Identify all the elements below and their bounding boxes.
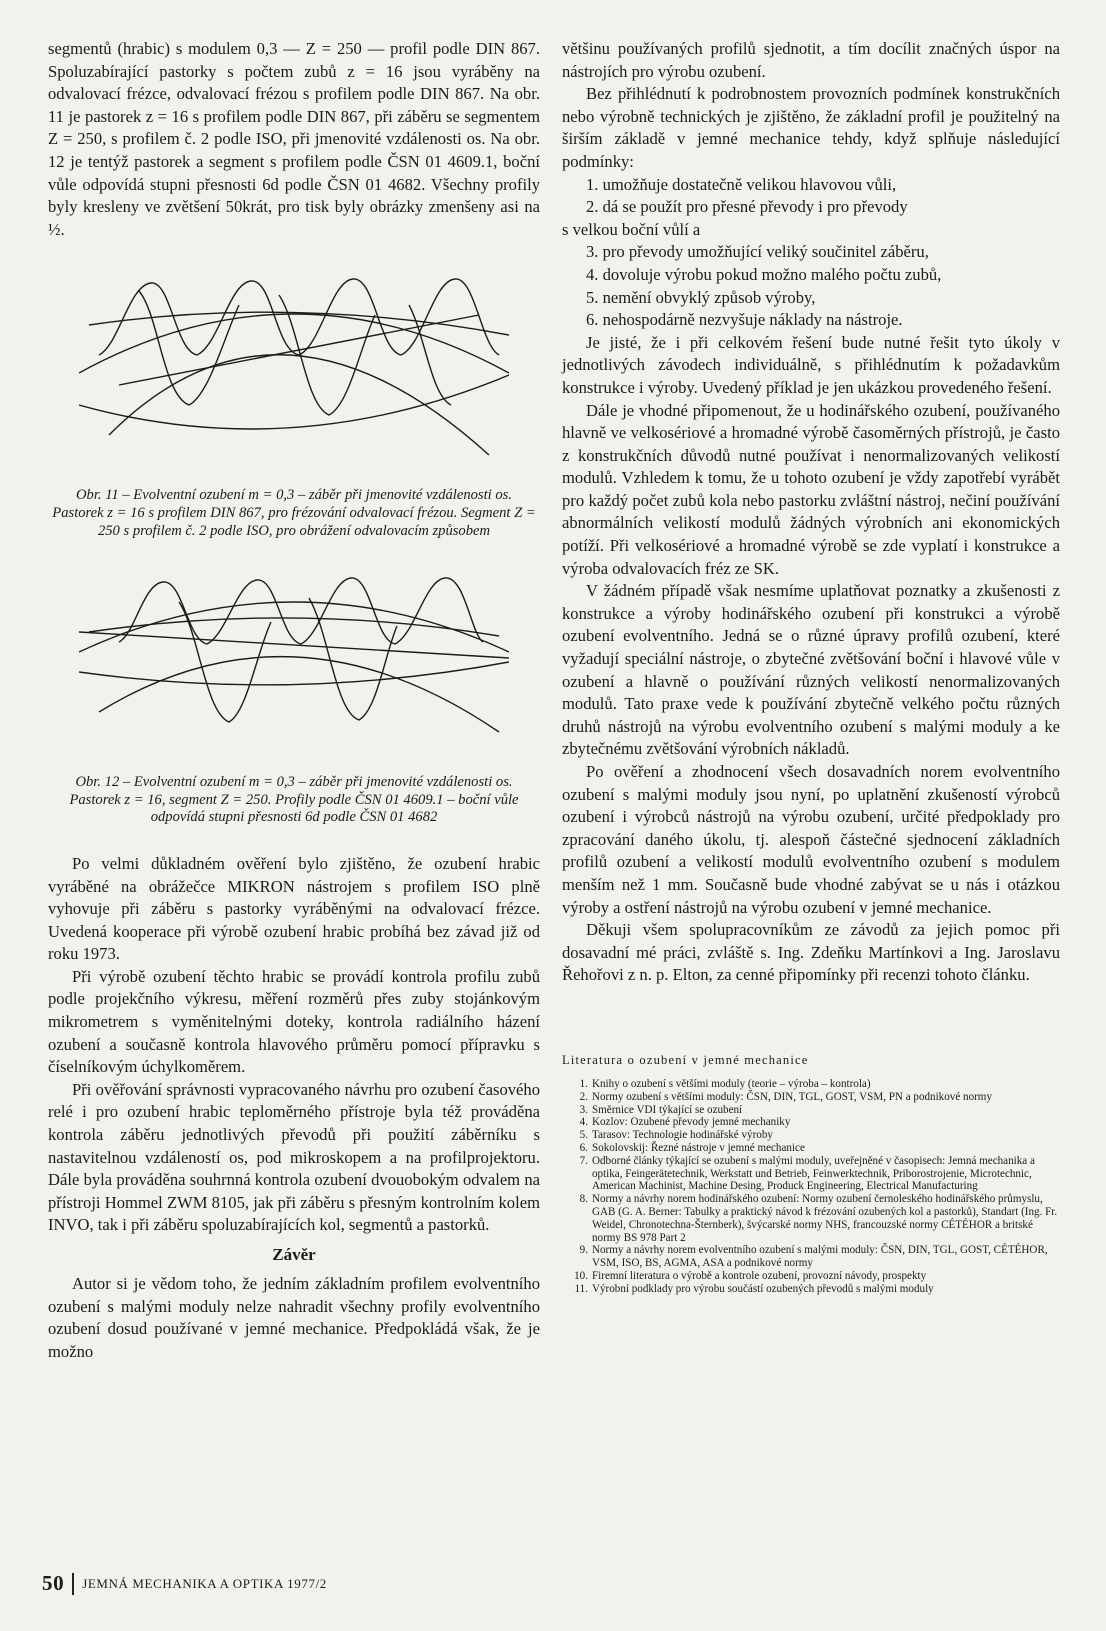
literature-item: 7. Odborné články týkající se ozubení s malými moduly, uveřejněné v časopisech: Jemná mechanika a optika, Feingerätetechnik, Werkstatt und Betrieb, Feinwerktechnik, Priborostrojenie, Microtechnic, American Machinist, Machine Desing, Produck Engineering, Electrical Manufacturing	[579, 1154, 1035, 1193]
figure-11-gear-mesh	[79, 255, 509, 475]
literature-title: Literatura o ozubení v jemné mechanice	[562, 1052, 809, 1067]
paragraph: Při ověřování správnosti vypracovaného návrhu pro ozubení časového relé i pro ozubení hrabic teploměrného přístroje byla též prováděna kontrola záběru jednotlivých převodů při použití záběrníku s nastavitelnou vzdáleností os, pod mikroskopem a na profilprojektoru. Dále byla prováděna souhrnná kontrola ozubení dvouobokým odvalem na přístroji Hommel ZWM 8105, jak při záběru s přesným kontrolním kolem INVO, tak i při záběru spoluzabírajících kol, segmentů a pastorků.	[48, 1079, 540, 1235]
paragraph: V žádném případě však nesmíme uplatňovat poznatky a zkušenosti z konstrukce a výroby hodinářského ozubení při konstrukci a výrobě ozubení evolventního. Jedná se o různé úpravy profilů ozubení, které vyžadují speciální nástroje, o zbytečné zvětšování boční i hlavové vůle v ozubení a hlavně o používání různých velikostí nenormalizovaných modulů. Tato praxe vede k používání zbytečně velkého počtu různých druhů nástrojů na výrobu evolventního ozubení s malými moduly a ke zbytečnému zvětšování výrobních nákladů.	[562, 581, 1060, 759]
right-column	[562, 38, 1060, 1295]
figure-11-caption: Obr. 11 – Evolventní ozubení m = 0,3 – záběr při jmenovité vzdálenosti os. Pastorek z = 16 s profilem DIN 867, pro frézování odvalovací frézou. Segment Z = 250 s profilem č. 2 podle ISO, pro obrážení odvalovacím způsobem	[52, 487, 536, 539]
page-footer	[42, 1571, 327, 1596]
paragraph: Po velmi důkladném ověření bylo zjištěno, že ozubení hrabic vyráběné na obrážečce MIKRON nástrojem s profilem ISO plně vyhovuje při záběru s pastorky vyráběnými na odvalovací frézce. Uvedená kooperace při výrobě ozubení hrabic probíhá bez závad již od roku 1973.	[48, 853, 540, 964]
list-item: 1. umožňuje dostatečně velikou hlavovou vůli,	[586, 174, 897, 194]
figure-12-gear-mesh	[79, 562, 509, 762]
paragraph: Bez přihlédnutí k podrobnostem provozních podmínek konstrukčních nebo výrobně technických je zjištěno, že základní profil je použitelný na širším základě v jemné mechanice tehdy, když splňuje následující podmínky:	[562, 84, 1060, 171]
literature-item: 3. Směrnice VDI týkající se ozubení	[579, 1103, 743, 1116]
list-item: 6. nehospodárně nezvyšuje náklady na nástroje.	[586, 310, 903, 330]
literature-item: 1. Knihy o ozubení s většími moduly (teorie – výroba – kontrola)	[579, 1077, 871, 1090]
literature-item: 4. Kozlov: Ozubené převody jemné mechaniky	[579, 1116, 791, 1129]
conditions-list	[562, 174, 1060, 332]
literature-item: 11. Výrobní podklady pro výrobu součástí ozubených převodů s malými moduly	[574, 1282, 934, 1295]
literature-item: 2. Normy ozubení s většími moduly: ČSN, DIN, TGL, GOST, VSM, PN a podnikové normy	[579, 1090, 992, 1103]
literature-item: 9. Normy a návrhy norem evolventního ozubení s malými moduly: ČSN, DIN, TGL, GOST, CÉTÉHOR, VSM, ISO, BS, AGMA, ASA a podnikové normy	[579, 1244, 1048, 1270]
list-item: 2. dá se použít pro přesné převody i pro převody	[586, 197, 908, 217]
paragraph: Při výrobě ozubení těchto hrabic se provádí kontrola profilu zubů podle projekčního výkresu, měření rozměrů přes zuby stojánkovým mikrometrem s vyměnitelnými doteky, kontrola radiálního házení ozubení a současně kontrola hlavového průměru pomocí přípravku s číselníkovým úchylkoměrem.	[48, 966, 540, 1077]
paragraph: Je jisté, že i při celkovém řešení bude nutné řešit tyto úkoly v jednotlivých závodech individuálně, s přihlédnutím k požadavkům konstrukce i výroby. Uvedený příklad je jen ukázkou provedeného řešení.	[562, 332, 1060, 397]
left-column	[48, 38, 540, 1363]
paragraph: Děkuji všem spolupracovníkům ze závodů za jejich pomoc při dosavadní mé práci, zvláště s. Ing. Zdeňku Martínkovi a Ing. Jaroslavu Řehořovi z n. p. Elton, za cenné připomínky při recenzi tohoto článku.	[562, 920, 1060, 985]
paragraph: Po ověření a zhodnocení všech dosavadních norem evolventního ozubení s malými moduly jsou nyní, po uplatnění zkušeností výrobců ozubení i výrobců nástrojů na výrobu ozubení, určité předpoklady pro zpracování daného úkolu, tj. alespoň částečné sjednocení základních profilů ozubení a velikostí modulů evolventního ozubení s modulem menším než 1 mm. Současně bude vhodné zabývat se u nás i otázkou výroby a ostření nástrojů na výrobu ozubení v jemné mechanice.	[562, 762, 1060, 917]
paragraph: Dále je vhodné připomenout, že u hodinářského ozubení, používaného hlavně ve velkosériové a hromadné výrobě časoměrných přístrojů, je často z konstrukčních důvodů nutné používat i nenormalizovaných velikostí modulů. Vzhledem k tomu, že u tohoto ozubení je vždy zapotřebí vyrábět pro každý počet zubů kola nebo pastorku zvláštní nástroj, nečiní používání abnormálních velikostí modulů žádných výrobních ani ekonomických potíží. Při velkosériové a hromadné výrobě se zde vyplatí i konstrukce a výroba odvalovacích fréz ze SK.	[562, 400, 1060, 578]
list-item: 5. nemění obvyklý způsob výroby,	[586, 287, 816, 307]
paragraph: většinu používaných profilů sjednotit, a tím docílit značných úspor na nástrojích pro výrobu ozubení.	[562, 39, 1060, 81]
intro-paragraph: segmentů (hrabic) s modulem 0,3 — Z = 250 — profil podle DIN 867. Spoluzabírající pastorky s počtem zubů z = 16 jsou vyráběny na odvalovací frézce, odvalovací frézou s profilem podle DIN 867. Na obr. 11 je pastorek z = 16 s profilem podle DIN 867, při záběru se segmentem Z = 250, s profilem č. 2 podle ISO, při jmenovité vzdálenosti os. Na obr. 12 je tentýž pastorek a segment s profilem podle ČSN 01 4609.1, boční vůle odpovídá stupni přesnosti 6d podle ČSN 01 4682. Všechny profily byly kresleny ve zvětšení 50krát, pro tisk byly obrázky zmenšeny asi na ½.	[48, 39, 540, 239]
list-item: 4. dovoluje výrobu pokud možno malého počtu zubů,	[586, 264, 942, 284]
page-number: 50	[42, 1571, 65, 1595]
footer-divider	[72, 1573, 74, 1595]
literature-item: 6. Sokolovskij: Řezné nástroje v jemné mechanice	[579, 1141, 805, 1154]
literature-item: 10. Firemní literatura o výrobě a kontrole ozubení, provozní návody, prospekty	[574, 1269, 927, 1282]
section-heading: Závěr	[272, 1245, 316, 1264]
literature-list	[562, 1078, 1060, 1296]
literature-item: 8. Normy a návrhy norem hodinářského ozubení: Normy ozubení černoleského hodinářského průmyslu, GAB (G. A. Berner: Tabulky a praktický návod k frézování ozubených kol a pastorků), Standart (Ing. Fr. Weidel, Chronotechna-Šternberk), švýcarské normy NHS, francouzské normy CÉTÉHOR a britské normy BS 978 Part 2	[579, 1193, 1058, 1244]
literature-item: 5. Tarasov: Technologie hodinářské výroby	[579, 1129, 773, 1142]
list-item: 3. pro převody umožňující veliký součinitel záběru,	[586, 242, 929, 262]
paragraph: Autor si je vědom toho, že jedním základním profilem evolventního ozubení s malými moduly nelze nahradit všechny profily evolventního ozubení dosud používané v jemné mechanice. Předpokládá však, že je možno	[48, 1274, 540, 1361]
list-item: s velkou boční vůlí a	[562, 219, 701, 239]
journal-name: JEMNÁ MECHANIKA A OPTIKA 1977/2	[82, 1575, 327, 1591]
figure-12-caption: Obr. 12 – Evolventní ozubení m = 0,3 – záběr při jmenovité vzdálenosti os. Pastorek z = 16, segment Z = 250. Profily podle ČSN 01 4609.1 – boční vůle odpovídá stupni přesnosti 6d podle ČSN 01 4682	[69, 774, 519, 826]
